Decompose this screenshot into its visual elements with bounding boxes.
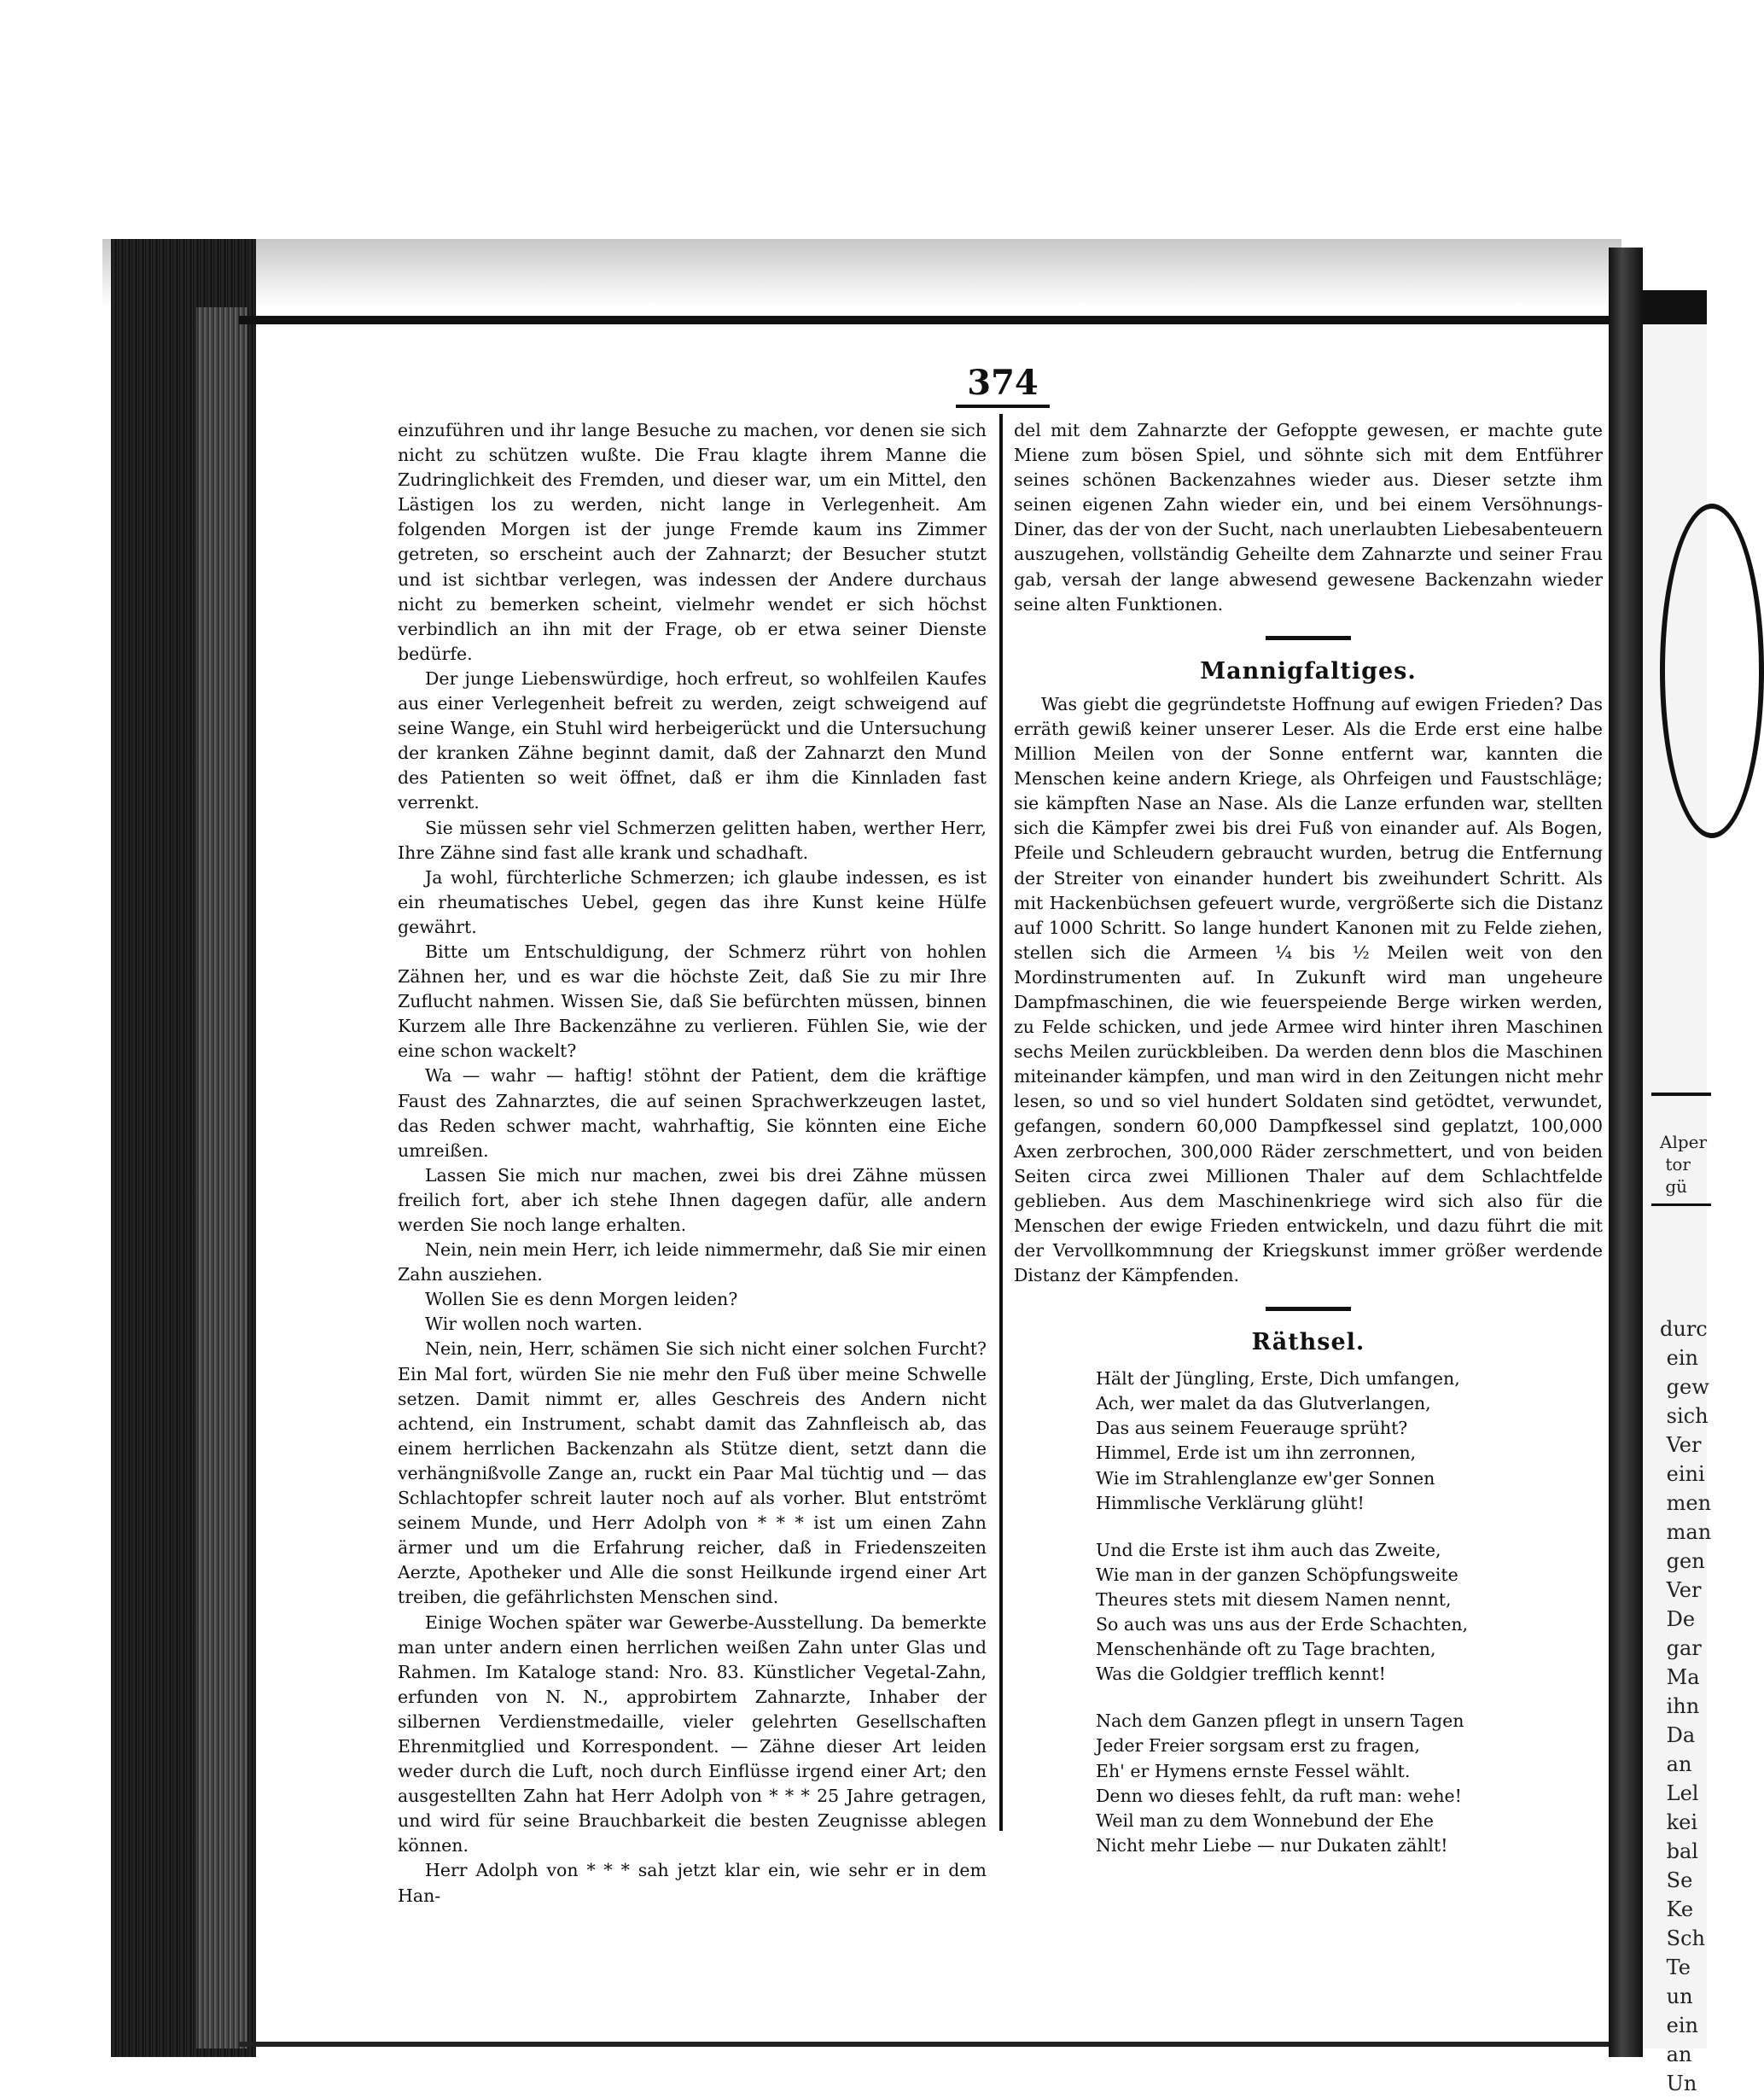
next-page-text: durc ein gew sich Ver eini men man gen Ver De gar Ma ihn Da an Lel kei bal Se Ke Sch Te un ein an Un xyxy=(1660,1317,1712,2095)
poem xyxy=(1096,1367,1603,1858)
poem-line: Eh' er Hymens ernste Fessel wählt. xyxy=(1096,1760,1411,1781)
poem-line: Jeder Freier sorgsam erst zu fragen, xyxy=(1096,1735,1420,1757)
column-divider xyxy=(999,414,1003,1831)
paragraph: Sie müssen sehr viel Schmerzen gelitten haben, werther Herr, Ihre Zähne sind fast alle krank und schadhaft. xyxy=(398,817,987,863)
paragraph-continuation: del mit dem Zahnarzte der Gefoppte gewesen, er machte gute Miene zum bösen Spiel, und söhnte sich mit dem Entführer seines schönen Backenzahnes wieder aus. Dieser setzte ihm seinen eigenen Zahn wieder ein, und bei einem Versöhnungs-Diner, das der von der Sucht, nach unerlaubten Liebesabenteuern auszugehen, vollständig Geheilte dem Zahnarzte und seiner Frau gab, versah der lange abwesend gewesene Backenzahn wieder seine alten Funktionen. xyxy=(1014,420,1603,615)
next-page-emblem xyxy=(1660,504,1764,838)
poem-line: Und die Erste ist ihm auch das Zweite, xyxy=(1096,1539,1441,1560)
poem-line: Hält der Jüngling, Erste, Dich umfangen, xyxy=(1096,1368,1460,1390)
next-page-rule-2 xyxy=(1651,1203,1711,1206)
paragraph: Nein, nein mein Herr, ich leide nimmermehr, daß Sie mir einen Zahn ausziehen. xyxy=(398,1239,987,1285)
poem-line: Wie man in der ganzen Schöpfungsweite xyxy=(1096,1564,1458,1585)
poem-line: Theures stets mit diesem Namen nennt, xyxy=(1096,1588,1452,1610)
scan-shadow xyxy=(102,239,1621,307)
section-separator xyxy=(1266,636,1351,640)
paragraph: Nein, nein, Herr, schämen Sie sich nicht einer solchen Furcht? Ein Mal fort, würden Sie nie mehr den Fuß über meine Schwelle setzen. Damit nimmt er, alles Geschreis des Andern nicht achtend, ein Instrument, schabt damit das Zahnfleisch ab, das einem herrlichen Backenzahn als Stütze dient, setzt dann die verhängnißvolle Zange an, ruckt ein Paar Mal tüchtig und — das Schlachtopfer schreit lauter noch auf als vorher. Blut entströmt seinem Munde, und Herr Adolph von * * * ist um einen Zahn ärmer und um die Erfahrung reicher, daß in Friedenszeiten Aerzte, Apotheker und Alle die sonst Heilkunde irgend einer Art treiben, die gefährlichsten Menschen sind. xyxy=(398,1338,987,1608)
paragraph: Ja wohl, fürchterliche Schmerzen; ich glaube indessen, es ist ein rheumatisches Uebel, gegen das ihre Kunst keine Hülfe gewährt. xyxy=(398,866,987,937)
page-top-border xyxy=(239,316,1621,324)
book-page-edges-inner xyxy=(196,307,247,2048)
poem-line: Wie im Strahlenglanze ew'ger Sonnen xyxy=(1096,1467,1435,1489)
page-bottom-border xyxy=(239,2042,1621,2047)
paragraph: Wollen Sie es denn Morgen leiden? xyxy=(425,1289,738,1310)
paragraph: Bitte um Entschuldigung, der Schmerz rührt von hohlen Zähnen her, und es war die höchste Zeit, daß Sie zu mir Ihre Zuflucht nahmen. Wissen Sie, daß Sie befürchten müssen, binnen Kurzem alle Ihre Backenzähne zu verlieren. Fühlen Sie, wie der eine schon wackelt? xyxy=(398,941,987,1062)
page-number: 374 xyxy=(956,363,1050,408)
poem-line: Das aus seinem Feuerauge sprüht? xyxy=(1096,1418,1408,1439)
paragraph: Was giebt die gegründetste Hoffnung auf ewigen Frieden? Das erräth gewiß keiner unserer Leser. Als die Erde erst eine halbe Million Meilen von der Sonne entfernt war, kannten die Menschen keine andern Kriege, als Ohrfeigen und Faustschläge; sie kämpften Nase an Nase. Als die Lanze erfunden war, stellten sich die Kämpfer zwei bis drei Fuß von einander auf. Als Bogen, Pfeile und Schleudern gebraucht wurden, betrug die Entfernung der Streiter von einander hundert bis zweihundert Schritt. Als mit Hackenbüchsen gefeuert wurde, vergrößerte sich die Distanz auf 1000 Schritt. So lange hundert Kanonen mit zu Felde ziehen, stellen sich die Armeen ¼ bis ½ Meilen weit von den Mordinstrumenten auf. In Zukunft wird man ungeheure Dampfmaschinen, die wie feuerspeiende Berge wirken werden, zu Felde schicken, und jede Armee wird hinter ihren Maschinen sechs Meilen zurückbleiben. Da werden denn blos die Maschinen miteinander kämpfen, und man wird in den Zeitungen nicht mehr lesen, so und so viel hundert Soldaten sind getödtet, verwundet, gefangen, sondern 60,000 Dampfkessel sind geplatzt, 100,000 Axen zerbrochen, 300,000 Räder zerschmettert, und von beiden Seiten circa zwei Millionen Thaler auf dem Schlachtfelde geblieben. Aus dem Maschinenkriege wird sich also für die Menschen der ewige Frieden entwickeln, und dazu führt die mit der Vervollkommnung der Kriegskunst immer größer werdende Distanz der Kämpfenden. xyxy=(1014,693,1603,1285)
next-page-fragment xyxy=(1643,290,1712,2095)
poem-line: Was die Goldgier trefflich kennt! xyxy=(1096,1664,1386,1685)
poem-line: Himmlische Verklärung glüht! xyxy=(1096,1492,1365,1513)
section-title-raethsel: Räthsel. xyxy=(1251,1329,1365,1356)
right-column xyxy=(1014,418,1603,1880)
paragraph: Wa — wahr — haftig! stöhnt der Patient, dem die kräftige Faust des Zahnarztes, die auf seinen Sprachwerkzeugen lastet, das Reden schwer macht, wahrhaftig, Sie könnten eine Eiche umreißen. xyxy=(398,1065,987,1161)
paragraph: Einige Wochen später war Gewerbe-Ausstellung. Da bemerkte man unter andern einen herrlichen weißen Zahn unter Glas und Rahmen. Im Kataloge stand: Nro. 83. Künstlicher Vegetal-Zahn, erfunden von N. N., approbirtem Zahnarzte, Inhaber der silbernen Verdienstmedaille, vieler gelehrten Gesellschaften Ehrenmitglied und Korrespondent. — Zähne dieser Art leiden weder durch die Luft, noch durch Einflüsse irgend einer Art; den ausgestellten Zahn hat Herr Adolph von * * * 25 Jahre getragen, und wird für seine Brauchbarkeit die besten Zeugnisse ablegen können. xyxy=(398,1611,987,1856)
paragraph: Der junge Liebenswürdige, hoch erfreut, so wohlfeilen Kaufes aus einer Verlegenheit befreit zu werden, zeigt schweigend auf seine Wange, ein Stuhl wird herbeigerückt und die Untersuchung der kranken Zähne beginnt damit, daß der Zahnarzt den Mund des Patienten so weit öffnet, daß er ihm die Kinnladen fast verrenkt. xyxy=(398,667,987,813)
book-gutter xyxy=(1609,248,1643,2057)
section-separator xyxy=(1266,1307,1351,1311)
next-page-rule xyxy=(1651,1093,1711,1096)
paragraph: Lassen Sie mich nur machen, zwei bis drei Zähne müssen freilich fort, aber ich stehe Ihnen dagegen dafür, alle andern werden Sie noch lange erhalten. xyxy=(398,1164,987,1235)
poem-line: Menschenhände oft zu Tage brachten, xyxy=(1096,1639,1436,1660)
next-page-heading: Alper tor gü xyxy=(1660,1132,1708,1197)
poem-stanza xyxy=(1096,1538,1603,1687)
paragraph: Wir wollen noch warten. xyxy=(425,1314,643,1335)
poem-line: So auch was uns aus der Erde Schachten, xyxy=(1096,1614,1469,1635)
section-title-mannigfaltiges: Mannigfaltiges. xyxy=(1200,657,1417,685)
poem-stanza xyxy=(1096,1367,1603,1516)
poem-line: Nach dem Ganzen pflegt in unsern Tagen xyxy=(1096,1710,1464,1732)
paragraph: Herr Adolph von * * * sah jetzt klar ein, wie sehr er in dem Han- xyxy=(398,1860,987,1906)
poem-line: Nicht mehr Liebe — nur Dukaten zählt! xyxy=(1096,1834,1448,1856)
next-page-top-shadow xyxy=(1643,290,1707,324)
poem-line: Weil man zu dem Wonnebund der Ehe xyxy=(1096,1810,1434,1831)
poem-line: Himmel, Erde ist um ihn zerronnen, xyxy=(1096,1442,1417,1464)
poem-line: Ach, wer malet da das Glutverlangen, xyxy=(1096,1393,1431,1414)
poem-line: Denn wo dieses fehlt, da ruft man: wehe! xyxy=(1096,1785,1462,1806)
paragraph: einzuführen und ihr lange Besuche zu machen, vor denen sie sich nicht zu schützen wußte. Die Frau klagte ihrem Manne die Zudringlichkeit des Fremden, und dieser war, um ein Mittel, den Lästigen los zu werden, nicht lange in Verlegenheit. Am folgenden Morgen ist der junge Fremde kaum ins Zimmer getreten, so erscheint auch der Zahnarzt; der Besucher stutzt und ist sichtbar verlegen, was indessen der Andere durchaus nicht zu bemerken scheint, vielmehr wendet er sich höchst verbindlich an ihn mit der Frage, ob er etwa seiner Dienste bedürfe. xyxy=(398,420,987,664)
left-column xyxy=(398,418,987,1909)
poem-stanza xyxy=(1096,1709,1603,1858)
